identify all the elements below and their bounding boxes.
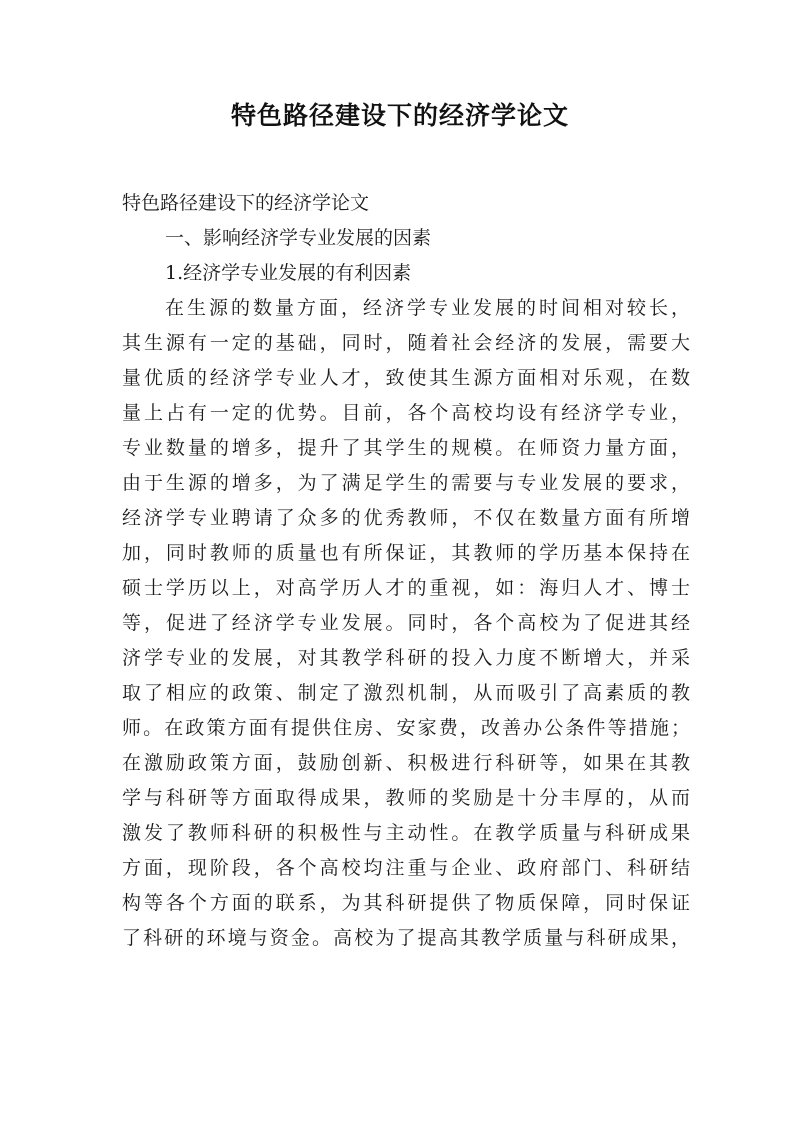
paragraph-line: 量上占有一定的优势。目前，各个高校均设有经济学专业， bbox=[122, 402, 690, 424]
subtitle-line: 特色路径建设下的经济学论文 bbox=[122, 192, 370, 214]
paragraph-line: 等，促进了经济学专业发展。同时，各个高校为了促进其经 bbox=[122, 612, 690, 634]
paragraph-line: 学与科研等方面取得成果，教师的奖励是十分丰厚的，从而 bbox=[122, 787, 690, 809]
paragraph-line: 方面，现阶段，各个高校均注重与企业、政府部门、科研结 bbox=[122, 857, 690, 879]
paragraph-line: 取了相应的政策、制定了激烈机制，从而吸引了高素质的教 bbox=[122, 682, 690, 704]
document-body bbox=[122, 186, 690, 956]
paragraph-line: 在生源的数量方面，经济学专业发展的时间相对较长， bbox=[165, 297, 690, 319]
paragraph-line: 专业数量的增多，提升了其学生的规模。在师资力量方面， bbox=[122, 437, 690, 459]
paragraph-line: 量优质的经济学专业人才，致使其生源方面相对乐观，在数 bbox=[122, 367, 690, 389]
paragraph-line: 加，同时教师的质量也有所保证，其教师的学历基本保持在 bbox=[122, 542, 690, 564]
paragraph-line: 济学专业的发展，对其教学科研的投入力度不断增大，并采 bbox=[122, 647, 690, 669]
paragraph-line: 师。在政策方面有提供住房、安家费，改善办公条件等措施； bbox=[122, 717, 690, 739]
paragraph-line: 在激励政策方面，鼓励创新、积极进行科研等，如果在其教 bbox=[122, 752, 690, 774]
paragraph-line: 经济学专业聘请了众多的优秀教师，不仅在数量方面有所增 bbox=[122, 507, 690, 529]
paragraph-line: 构等各个方面的联系，为其科研提供了物质保障，同时保证 bbox=[122, 892, 690, 914]
paragraph-line: 激发了教师科研的积极性与主动性。在教学质量与科研成果 bbox=[122, 822, 690, 844]
section-heading: 一、影响经济学专业发展的因素 bbox=[165, 227, 432, 249]
paragraph-line: 其生源有一定的基础，同时，随着社会经济的发展，需要大 bbox=[122, 332, 690, 354]
paragraph-line: 由于生源的增多，为了满足学生的需要与专业发展的要求， bbox=[122, 472, 690, 494]
subsection-heading: 1.经济学专业发展的有利因素 bbox=[165, 262, 412, 284]
document-title: 特色路径建设下的经济学论文 bbox=[230, 101, 569, 130]
paragraph-line: 了科研的环境与资金。高校为了提高其教学质量与科研成果， bbox=[122, 927, 690, 949]
paragraph-line: 硕士学历以上，对高学历人才的重视，如：海归人才、博士 bbox=[122, 577, 690, 599]
